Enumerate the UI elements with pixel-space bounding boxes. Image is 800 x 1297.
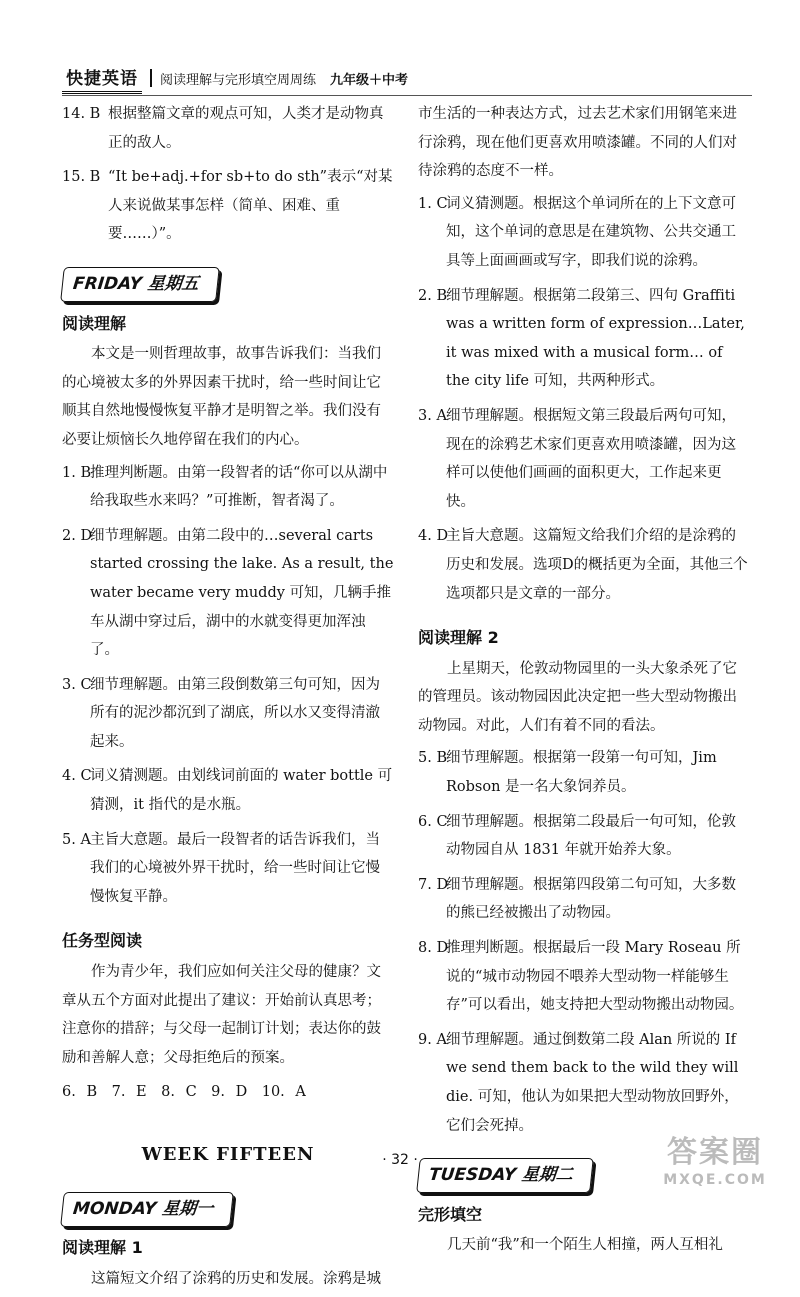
answer-text: 根据整篇文章的观点可知，人类才是动物真正的敌人。	[108, 106, 384, 151]
summary-paragraph: 这篇短文介绍了涂鸦的历史和发展。涂鸦是城	[91, 1270, 381, 1287]
answer-number: 3. C	[62, 676, 92, 693]
answer-text: 细节理解题。通过倒数第二段 Alan 所说的 If we send them back to the wild they will die. 可知，他认为如果把大型动物放回野外，它们会死掉。	[446, 1031, 739, 1134]
answer-text: 细节理解题。根据第二段最后一句可知，伦敦动物园自从 1831 年就开始养大象。	[446, 813, 736, 859]
page-header	[62, 64, 752, 92]
answer-number: 4. D	[418, 528, 449, 545]
answer-item	[62, 762, 394, 819]
answer-item	[62, 826, 394, 912]
watermark-url: MXQE.COM	[663, 1172, 767, 1188]
answer-text: 细节理解题。由第二段中的…several carts started crossing the lake. As a result, the water became very muddy 可知，几辆手推车从湖中穿过后，湖中的水就变得更加浑浊了。	[90, 527, 394, 659]
answer-text: 词义猜测题。由划线词前面的 water bottle 可猜测，it 指代的是水瓶。	[90, 768, 393, 814]
answer-item	[418, 1026, 750, 1140]
answer-text: 推理判断题。由第一段智者的话“你可以从湖中给我取些水来吗？”可推断，智者渴了。	[90, 464, 388, 510]
answer-number: 9. A	[418, 1031, 447, 1048]
answer-number: 6. C	[418, 813, 448, 830]
answer-item	[62, 163, 394, 249]
answer-number: 3. A	[418, 407, 447, 424]
monday-label: MONDAY 星期一	[60, 1192, 234, 1227]
section-title: 任务型阅读	[62, 931, 143, 951]
answer-number: 8. D	[418, 940, 449, 957]
answer-key-line: 6. B 7. E 8. C 9. D 10. A	[62, 1084, 306, 1101]
answer-text: 推理判断题。根据最后一段 Mary Roseau 所说的“城市动物园不喂养大型动物一样能够生存”可以看出，她支持把大型动物搬出动物园。	[446, 940, 744, 1014]
answer-text: 主旨大意题。最后一段智者的话告诉我们，当我们的心境被外界干扰时，给一些时间让它慢慢恢复平静。	[90, 831, 380, 905]
brand-logo: 快捷英语	[62, 62, 142, 94]
answer-number: 14. B	[62, 106, 101, 122]
page-number: · 32 ·	[382, 1152, 418, 1168]
section-title: 完形填空	[418, 1204, 483, 1224]
header-rule	[62, 95, 752, 96]
answer-item	[418, 871, 750, 928]
answer-item	[418, 744, 750, 801]
header-divider	[150, 69, 152, 87]
section-title: 阅读理解 2	[418, 628, 499, 648]
section-title: 阅读理解 1	[62, 1238, 143, 1258]
answer-number: 1. C	[418, 195, 448, 212]
answer-item	[418, 402, 750, 516]
watermark-logo-text: 答案圈	[667, 1135, 763, 1170]
section-title: 阅读理解	[62, 313, 127, 333]
answer-number: 5. A	[62, 831, 91, 848]
answer-item	[62, 459, 394, 516]
summary-continuation: 市生活的一种表达方式，过去艺术家们用钢笔来进行涂鸦，现在他们更喜欢用喷漆罐。不同的人们对待涂鸦的态度不一样。	[418, 106, 737, 180]
right-column	[418, 100, 750, 1264]
summary-paragraph: 作为青少年，我们应如何关注父母的健康？文章从五个方面对此提出了建议：开始前认真思考；注意你的措辞；与父母一起制订计划；表达你的鼓励和善解人意；父母拒绝后的预案。	[62, 964, 381, 1066]
book-title: 阅读理解与完形填空周周练	[160, 72, 317, 88]
answer-number: 7. D	[418, 876, 449, 893]
answer-item	[418, 190, 750, 276]
left-column	[62, 100, 394, 1297]
answer-number: 2. B	[418, 287, 448, 304]
answer-number: 5. B	[418, 750, 448, 767]
answer-text: 词义猜测题。根据这个单词所在的上下文意可知，这个单词的意思是在建筑物、公共交通工具等上面画画或写字，即我们说的涂鸦。	[446, 195, 736, 269]
answer-text: 主旨大意题。这篇短文给我们介绍的是涂鸦的历史和发展。选项D的概括更为全面，其他三个选项都只是文章的一部分。	[446, 528, 748, 602]
summary-paragraph: 几天前“我”和一个陌生人相撞，两人互相礼	[447, 1237, 723, 1254]
answer-item	[418, 808, 750, 865]
answer-text: 细节理解题。由第三段倒数第三句可知，因为所有的泥沙都沉到了湖底，所以水又变得清澈起来。	[90, 676, 380, 750]
answer-item	[62, 522, 394, 665]
answer-number: 4. C	[62, 768, 92, 785]
answer-text: “It be+adj.+for sb+to do sth”表示“对某人来说做某事怎样（简单、困难、重要……）”。	[108, 169, 393, 243]
site-watermark	[640, 1135, 790, 1195]
friday-label: FRIDAY 星期五	[60, 267, 219, 302]
answer-item	[62, 100, 394, 157]
answer-text: 细节理解题。根据第二段第三、四句 Graffiti was a written form of expression…Later, it was mixed with a musical form… of the city life 可知，共两种形式。	[446, 287, 745, 390]
answer-item	[62, 671, 394, 757]
summary-paragraph: 本文是一则哲理故事，故事告诉我们：当我们的心境被太多的外界因素干扰时，给一些时间让它顺其自然地慢慢恢复平静才是明智之举。我们没有必要让烦恼长久地停留在我们的内心。	[62, 346, 381, 448]
summary-paragraph: 上星期天，伦敦动物园里的一头大象杀死了它的管理员。该动物园因此决定把一些大型动物搬出动物园。对此，人们有着不同的看法。	[418, 660, 737, 734]
answer-number: 15. B	[62, 169, 101, 186]
answer-item	[418, 282, 750, 396]
answer-number: 2. D	[62, 527, 93, 544]
answer-text: 细节理解题。根据第一段第一句可知，Jim Robson 是一名大象饲养员。	[446, 750, 717, 796]
tuesday-label: TUESDAY 星期二	[416, 1158, 593, 1193]
answer-item	[418, 934, 750, 1020]
answer-number: 1. B	[62, 464, 92, 481]
grade-label: 九年级＋中考	[330, 72, 409, 88]
week-title: WEEK FIFTEEN	[141, 1144, 315, 1165]
answer-text: 细节理解题。根据第四段第二句可知，大多数的熊已经被搬出了动物园。	[446, 876, 736, 922]
answer-text: 细节理解题。根据短文第三段最后两句可知，现在的涂鸦艺术家们更喜欢用喷漆罐，因为这样可以使他们画画的面积更大，工作起来更快。	[446, 407, 736, 510]
answer-item	[418, 522, 750, 608]
